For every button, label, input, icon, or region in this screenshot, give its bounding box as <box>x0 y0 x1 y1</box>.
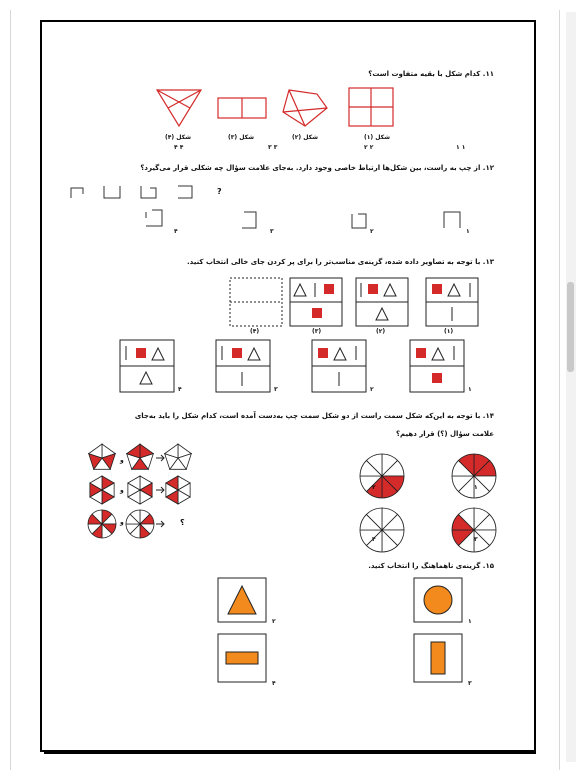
q13-option-4[interactable]: ۴ <box>178 386 182 393</box>
q14-title-line1: ۱۴. با توجه به این‌که شکل سمت راست از دو شکل سمت چپ به‌دست آمده است، کدام شکل را باید به‌جای <box>134 412 494 420</box>
q14-example3-b <box>126 510 154 538</box>
q15-option-1[interactable]: ۱ <box>468 618 472 625</box>
q14-question-mark: ؟ <box>180 518 185 527</box>
q11-shape-3 <box>218 98 266 118</box>
q14-example3-a <box>88 510 116 538</box>
q14-option-2[interactable]: ۲ <box>372 484 376 491</box>
q14-option-2-figure <box>360 454 404 498</box>
q13-top-label-4: (۴) <box>250 328 260 335</box>
q11-shape-2 <box>283 90 327 126</box>
q13-top-boxes <box>230 278 500 328</box>
q14-arrow-3 <box>156 521 164 527</box>
q15-option-4[interactable]: ۴ <box>272 680 276 687</box>
q15-option-2[interactable]: ۲ <box>272 618 276 625</box>
q11-shapes <box>157 86 457 130</box>
q12-options <box>146 208 476 232</box>
q14-example1-result <box>165 444 192 469</box>
q11-shape-1 <box>349 88 393 126</box>
q14-title-line2: علامت سؤال (؟) قرار دهیم؟ <box>395 430 494 438</box>
q13-option-1-box <box>416 346 454 383</box>
q14-example2-b <box>128 476 152 504</box>
q15-title: ۱۵. گزینه‌ی ناهماهنگ را انتخاب کنید. <box>368 562 494 570</box>
q13-options <box>120 340 500 396</box>
q15-figures <box>218 578 518 694</box>
q12-title: ۱۲. از چپ به راست، بین شکل‌ها ارتباط خاصی وجود دارد. به‌جای علامت سؤال چه شکلی قرار می‌گیرد؟ <box>140 164 494 172</box>
scrollbar-thumb[interactable] <box>567 282 574 372</box>
q14-example1-a <box>89 444 116 469</box>
q14-example2-a <box>90 476 114 504</box>
q13-option-2[interactable]: ۲ <box>370 386 374 393</box>
q11-label-1: شکل (۱) <box>364 134 390 141</box>
q14-option-4[interactable]: ۴ <box>372 536 376 543</box>
scrollbar[interactable] <box>566 12 576 762</box>
q12-option-1[interactable]: ۱ <box>466 228 470 235</box>
q11-label-4: شکل (۴) <box>165 134 191 141</box>
q11-option-4[interactable]: ۴ ۴ <box>174 144 184 151</box>
q15-rectangle-horizontal <box>226 652 258 664</box>
q14-figures <box>82 436 502 556</box>
q11-shape-4 <box>157 90 201 126</box>
q11-option-2[interactable]: ۲ ۲ <box>364 144 374 151</box>
q11-title: ۱۱. کدام شکل با بقیه متفاوت است؟ <box>368 70 494 78</box>
q14-arrow-1 <box>156 455 164 461</box>
q13-option-1[interactable]: ۱ <box>468 386 472 393</box>
q13-title: ۱۳. با توجه به تصاویر داده شده، گزینه‌ی مناسب‌تر را برای پر کردن جای خالی انتخاب کنید. <box>187 258 494 266</box>
q14-option-3[interactable]: ۳ <box>474 536 478 543</box>
q15-rectangle-vertical <box>431 642 445 674</box>
q14-arrow-2 <box>156 487 164 493</box>
q14-option-3-figure <box>452 508 496 552</box>
q12-option-4[interactable]: ۴ <box>174 228 178 235</box>
q11-option-3[interactable]: ۳ ۳ <box>268 144 278 151</box>
q14-conj-1: و <box>120 457 124 464</box>
q14-option-1-figure <box>452 454 496 498</box>
worksheet-frame <box>40 20 536 752</box>
q12-option-3[interactable]: ۳ <box>270 228 274 235</box>
q13-box3 <box>294 283 334 318</box>
q14-option-4-figure <box>360 508 404 552</box>
q13-top-label-2: (۲) <box>376 328 386 335</box>
q14-conj-2: و <box>120 487 124 494</box>
q12-question-mark: ? <box>217 187 222 196</box>
q15-circle <box>424 586 452 614</box>
q13-option-3[interactable]: ۳ <box>274 386 278 393</box>
q15-option-3[interactable]: ۳ <box>468 680 472 687</box>
q13-top-label-3: (۳) <box>312 328 322 335</box>
q14-option-1[interactable]: ۱ <box>474 484 478 491</box>
q14-conj-3: و <box>120 519 124 526</box>
q14-example2-result <box>166 476 190 504</box>
q11-option-1[interactable]: ۱ ۱ <box>456 144 466 151</box>
q13-option-4-box <box>126 346 164 384</box>
q12-option-2[interactable]: ۲ <box>370 228 374 235</box>
q14-example1-b <box>127 444 154 469</box>
q11-label-3: شکل (۳) <box>228 134 254 141</box>
q15-triangle <box>228 586 256 614</box>
q11-label-2: شکل (۲) <box>292 134 318 141</box>
q13-top-label-1: (۱) <box>444 328 454 335</box>
